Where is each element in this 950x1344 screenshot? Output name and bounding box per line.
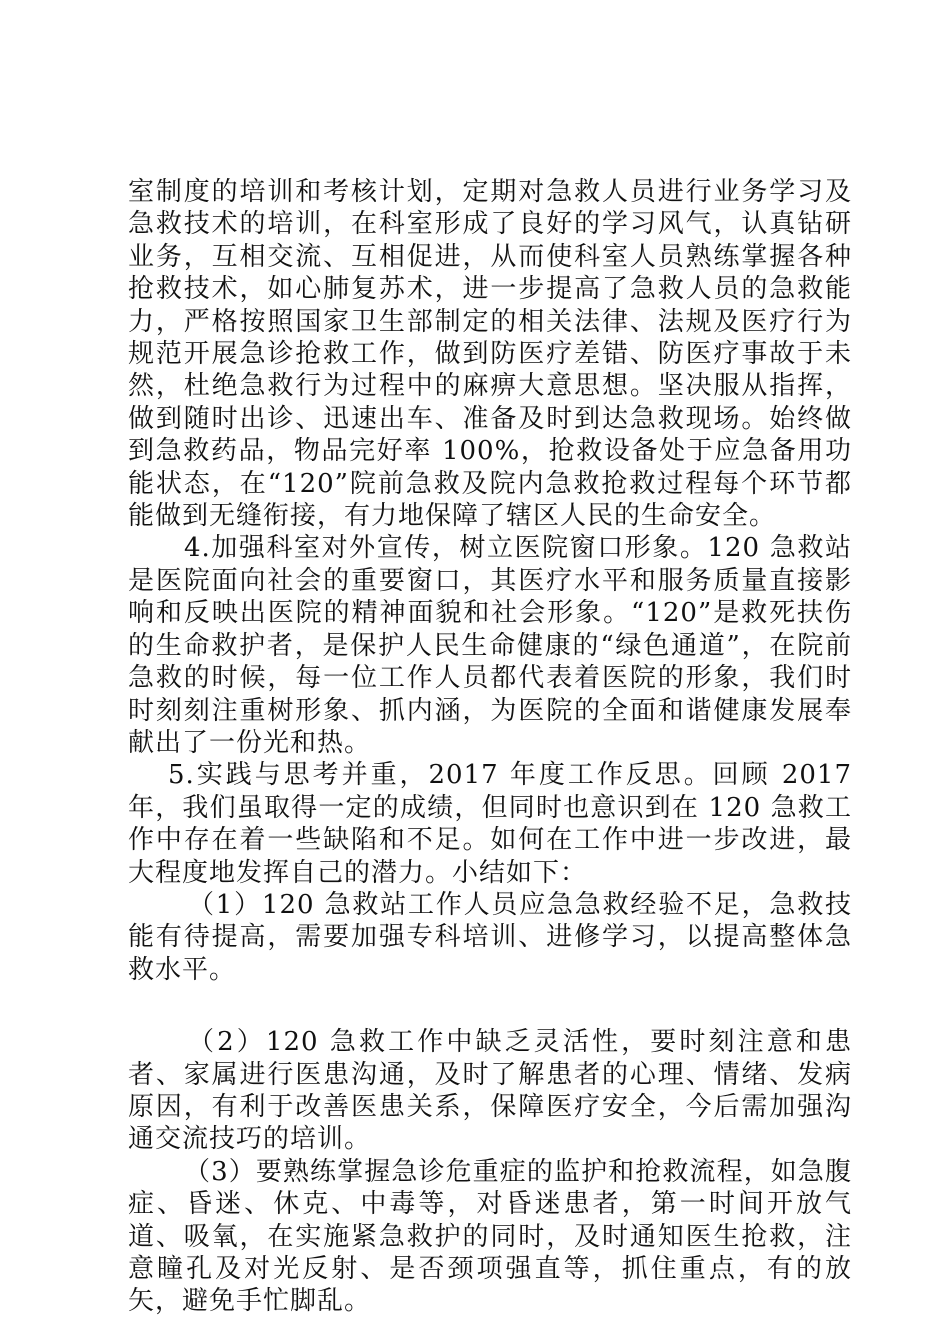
document-body [128,176,852,1318]
paragraph-training: 室制度的培训和考核计划，定期对急救人员进行业务学习及急救技术的培训，在科室形成了良好的学习风气，认真钻研业务，互相交流、互相促进，从而使科室人员熟练掌握各种抢救技术，如心肺复苏术，进一步提高了急救人员的急救能力，严格按照国家卫生部制定的相关法律、法规及医疗行为规范开展急诊抢救工作，做到防医疗差错、防医疗事故于未然，杜绝急救行为过程中的麻痹大意思想。坚决服从指挥，做到随时出诊、迅速出车、准备及时到达急救现场。始终做到急救药品，物品完好率 100%，抢救设备处于应急备用功能状态，在“120”院前急救及院内急救抢救过程每个环节都能做到无缝衔接，有力地保障了辖区人民的生命安全。 [128,177,852,532]
paragraph-item-2: （2）120 急救工作中缺乏灵活性，要时刻注意和患者、家属进行医患沟通，及时了解患者的心理、情绪、发病原因，有利于改善医患关系，保障医疗安全，今后需加强沟通交流技巧的培训。 [128,1027,852,1155]
paragraph-item-1: （1）120 急救站工作人员应急急救经验不足，急救技能有待提高，需要加强专科培训、进修学习，以提高整体急救水平。 [128,889,852,985]
paragraph-reflection: 5.实践与思考并重，2017 年度工作反思。回顾 2017 年，我们虽取得一定的成绩，但同时也意识到在 120 急救工作中存在着一些缺陷和不足。如何在工作中进一步改进，最大程度地发挥自己的潜力。小结如下： [128,760,852,888]
paragraph-item-3: （3）要熟练掌握急诊危重症的监护和抢救流程，如急腹症、昏迷、休克、中毒等，对昏迷患者，第一时间开放气道、吸氧，在实施紧急救护的同时，及时通知医生抢救，注意瞳孔及对光反射、是否颈项强直等，抓住重点，有的放矢，避免手忙脚乱。 [128,1156,852,1317]
paragraph-publicity: 4.加强科室对外宣传，树立医院窗口形象。120 急救站是医院面向社会的重要窗口，其医疗水平和服务质量直接影响和反映出医院的精神面貌和社会形象。“120”是救死扶伤的生命救护者，是保护人民生命健康的“绿色通道”，在院前急救的时候，每一位工作人员都代表着医院的形象，我们时时刻刻注重树形象、抓内涵，为医院的全面和谐健康发展奉献出了一份光和热。 [128,533,852,758]
paragraph-spacer [128,986,852,1026]
